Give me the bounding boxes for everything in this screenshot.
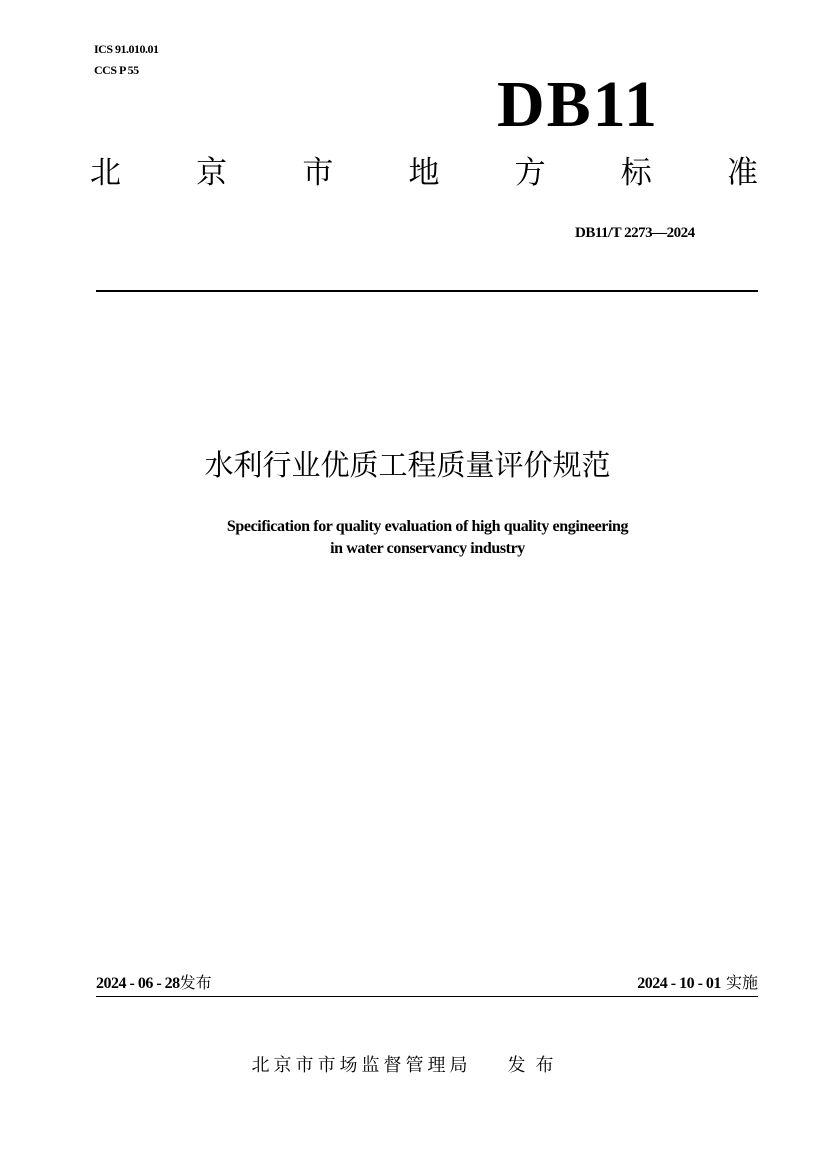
implement-date-block — [637, 975, 758, 992]
title-english-line: in water conservancy industry — [330, 540, 525, 557]
standard-type-char: 地 — [408, 155, 440, 191]
issue-date-block — [96, 975, 212, 992]
ccs-code: CCS P 55 — [94, 63, 139, 77]
publisher-name: 北京市市场监督管理局 — [251, 1055, 472, 1076]
standard-type-char: 京 — [196, 155, 228, 191]
standard-type-char: 标 — [620, 155, 652, 191]
issue-date: 2024 - 06 - 28 — [96, 975, 180, 992]
standard-type-char: 市 — [302, 155, 334, 191]
standard-type-char: 北 — [90, 155, 121, 191]
standard-type-char: 方 — [514, 155, 546, 191]
publisher-line — [0, 1057, 815, 1075]
publisher-action: 发布 — [507, 1055, 564, 1076]
implement-label: 实施 — [725, 973, 758, 992]
db11-logo: DB11 — [497, 68, 660, 141]
standard-type-char: 准 — [726, 155, 758, 191]
header-divider — [96, 290, 758, 292]
title-english — [60, 516, 795, 560]
implement-date: 2024 - 10 - 01 — [637, 975, 721, 992]
title-english-line: Specification for quality evaluation of high quality engineering — [226, 518, 629, 535]
issue-label: 发布 — [179, 973, 212, 992]
title-chinese: 水利行业优质工程质量评价规范 — [204, 448, 611, 482]
standard-type-heading — [90, 155, 758, 191]
standard-number: DB11/T 2273—2024 — [575, 225, 695, 241]
footer-divider — [96, 996, 758, 997]
ics-code: ICS 91.010.01 — [94, 42, 159, 56]
